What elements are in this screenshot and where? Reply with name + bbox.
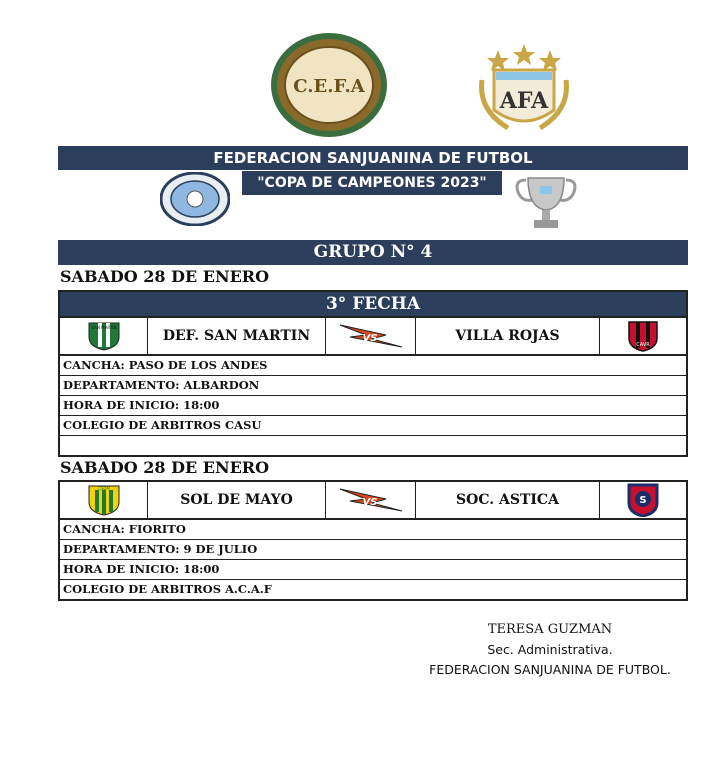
away-team-name: VILLA ROJAS bbox=[416, 318, 600, 354]
fecha-title: 3° FECHA bbox=[60, 292, 686, 318]
home-logo-text: SAN MARTIN bbox=[91, 325, 116, 330]
home-team-name: DEF. SAN MARTIN bbox=[148, 318, 326, 354]
afa-logo-text: AFA bbox=[499, 88, 549, 114]
start-time-row: HORA DE INICIO: 18:00 bbox=[60, 396, 686, 416]
away-logo-text: S bbox=[639, 495, 647, 506]
department-row: DEPARTAMENTO: 9 DE JULIO bbox=[60, 540, 686, 560]
home-team-name: SOL DE MAYO bbox=[148, 482, 326, 518]
home-logo-text: CSDM bbox=[97, 486, 110, 491]
signature-block bbox=[420, 620, 680, 680]
referees-row: COLEGIO DE ARBITROS A.C.A.F bbox=[63, 582, 272, 596]
match-date: SABADO 28 DE ENERO bbox=[60, 458, 270, 477]
cefa-logo bbox=[262, 26, 396, 144]
department-row: DEPARTAMENTO: ALBARDON bbox=[60, 376, 686, 396]
signer-name: TERESA GUZMAN bbox=[487, 622, 613, 637]
cup-title: "COPA DE CAMPEONES 2023" bbox=[240, 171, 502, 195]
svg-text:VS: VS bbox=[362, 497, 377, 508]
trophy-icon bbox=[512, 172, 580, 234]
away-team-logo bbox=[600, 318, 686, 354]
match-date: SABADO 28 DE ENERO bbox=[60, 267, 270, 286]
away-logo-text: CAVR bbox=[636, 342, 650, 348]
venue-row: CANCHA: PASO DE LOS ANDES bbox=[60, 356, 686, 376]
group-title: GRUPO N° 4 bbox=[58, 240, 688, 265]
vs-icon bbox=[326, 318, 416, 354]
referees-row: COLEGIO DE ARBITROS CASU bbox=[60, 416, 686, 436]
cefa-logo-text: C.E.F.A bbox=[293, 76, 365, 97]
away-team-logo bbox=[600, 482, 686, 518]
signer-organization: FEDERACION SANJUANINA DE FUTBOL. bbox=[429, 662, 671, 677]
signer-role: Sec. Administrativa. bbox=[487, 642, 613, 657]
venue-row: CANCHA: FIORITO bbox=[60, 520, 686, 540]
start-time-row: HORA DE INICIO: 18:00 bbox=[60, 560, 686, 580]
match-table bbox=[58, 290, 688, 457]
vs-icon bbox=[326, 482, 416, 518]
match-row bbox=[60, 480, 686, 520]
afa-logo bbox=[468, 40, 580, 136]
home-team-logo bbox=[60, 318, 148, 354]
svg-text:VS: VS bbox=[362, 333, 377, 344]
away-team-name: SOC. ASTICA bbox=[416, 482, 600, 518]
federation-banner: FEDERACION SANJUANINA DE FUTBOL bbox=[58, 146, 688, 170]
home-team-logo bbox=[60, 482, 148, 518]
match-row bbox=[60, 318, 686, 356]
empty-row bbox=[60, 436, 686, 455]
match-table bbox=[58, 480, 688, 601]
federation-logo bbox=[160, 172, 230, 226]
